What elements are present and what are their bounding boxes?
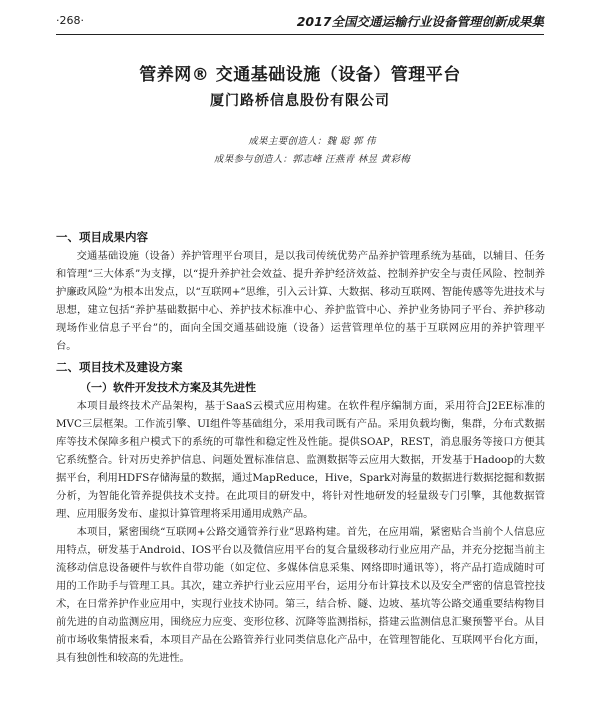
section-heading-2: 二、项目技术及建设方案 xyxy=(56,360,183,374)
subsection-1-paragraph-1: 本项目最终技术产品架构，基于SaaS云模式应用构建。在软件程序编制方面，采用符合J2EE标准的MVC三层框架。工作流引擎、UI组件等基础组分，采用我司既有产品。采用负载均衡，集群，分布式数据库等技术保障多租户模式下的系统的可靠性和稳定性及性能。提供SOAP，REST，消息服务等接口方便其它系统整合。针对历史养护信息、问题处置标准信息、监测数据等云应用大数据，开发基于Hadoop的大数据平台，利用HDFS存储海量的数据，通过MapReduce，Hive，Spark对海量的数据进行数据挖掘和数据分析，为智能化管养提供技术支持。在此项目的研发中，将针对性地研发的轻量级专门引擎，其他数据管理、应用服务发布、虚拟计算管理将采用通用成熟产品。 xyxy=(56,400,545,520)
main-contributors: 成果主要创造人：魏 聪 郭 伟 xyxy=(248,136,376,147)
company-name: 厦门路桥信息股份有限公司 xyxy=(210,93,390,109)
participating-contributors: 成果参与创造人：郭志峰 汪燕青 林昱 黄彩梅 xyxy=(213,154,411,165)
section-1-paragraph: 交通基础设施（设备）养护管理平台项目，是以我司传统优势产品养护管理系统为基础，以辅目、任务和管理“三大体系”为支撑，以“提升养护社会效益、提升养护经济效益、控制养护安全与责任风险、控制养护廉政风险”为根本出发点，以“互联网+”思维，引入云计算、大数据、移动互联网、智能传感等先进技术与思想，建立包括“养护基础数据中心、养护技术标准中心、养护监管中心、养护业务协同子平台、养护移动现场作业信息子平台”的，面向全国交通基础设施（设备）运营管理单位的基于互联网应用的养护管理平台。 xyxy=(56,250,545,352)
section-heading-1: 一、项目成果内容 xyxy=(56,230,148,244)
page-header xyxy=(56,14,544,35)
subsection-heading-1: （一）软件开发技术方案及其先进性 xyxy=(80,381,256,394)
subsection-1-paragraph-2: 本项目，紧密围绕“互联网+公路交通管养行业”思路构建。首先，在应用端，紧密贴合当前个人信息应用特点，研发基于Android、IOS平台以及微信应用平台的复合量级移动行业应用产品，并充分挖掘当前主流移动信息设备硬件与软件自带功能（如定位、多媒体信息采集、网络即时通讯等），将产品打造成随时可用的工作助手与管理工具。其次，建立养护行业云应用平台，运用分布计算技术以及安全严密的信息管控技术，在日常养护作业应用中，实现行业技术协同。第三，结合桥、隧、边坡、基坑等公路交通重要结构物目前先进的自动监测应用，围绕应力应变、变形位移、沉降等监测指标，搭建云监测信息汇聚预警平台。从目前市场收集情报来看，本项目产品在公路管养行业同类信息化产品中，在管理智能化、互联网平台化方面，具有独创性和较高的先进性。 xyxy=(56,526,545,664)
page-number: ·268· xyxy=(56,14,84,27)
running-title: 2017全国交通运输行业设备管理创新成果集 xyxy=(296,14,544,29)
article-title: 管养网® 交通基础设施（设备）管理平台 xyxy=(139,65,461,85)
